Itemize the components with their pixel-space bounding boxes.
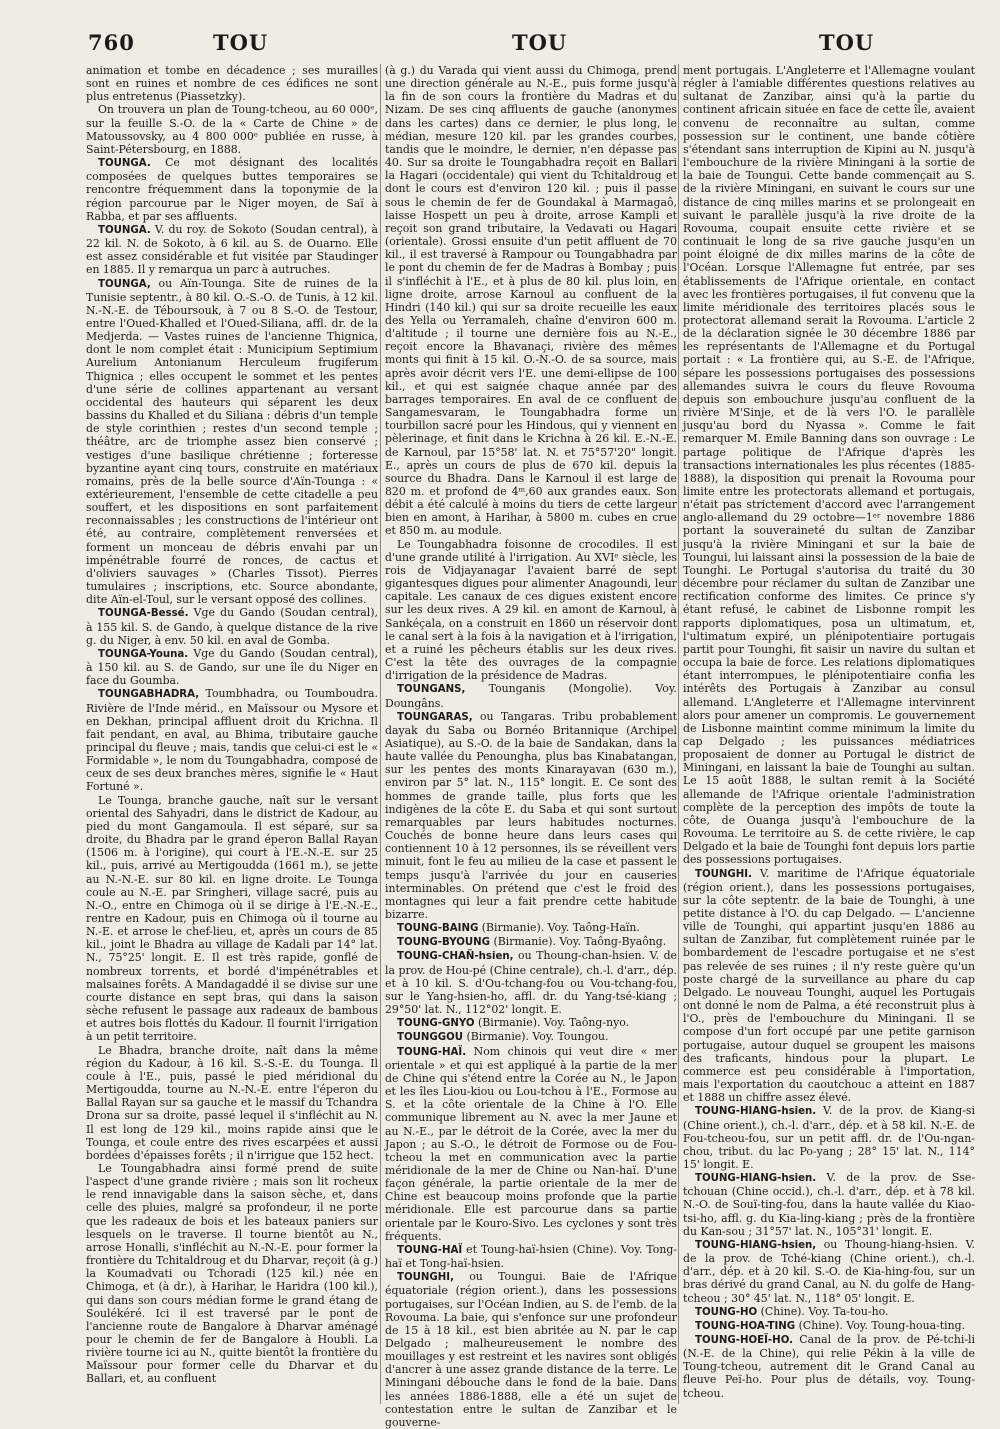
entry-headword: TOUNG-BYOUNG <box>397 937 491 949</box>
entry-text: (Birmanie). Voy. Taông-Byaông. <box>490 935 667 949</box>
dictionary-entry <box>683 1104 975 1171</box>
entry-text: animation et tombe en décadence ; ses murailles sont en ruines et nombre de ces édifices ne sont plus entretenus (Piassetzky). <box>86 64 378 104</box>
entry-text: On trouvera un plan de Toung-tcheou, au 60 000ᵉ, sur la feuille S.-O. de la « Carte de Chine » de Matoussovsky, au 4 800 000ᵉ publiée en russe, à Saint-Pétersbourg, en 1888. <box>86 103 378 156</box>
entry-text: Canal de la prov. de Pé-tchi-li (N.-E. de la Chine), qui relie Pékin à la ville de Toung-tcheou, autrement dit le Grand Canal au fleuve Peï-ho. Pour plus de détails, voy. Toung-tcheou. <box>683 1333 975 1400</box>
entry-headword: TOUNGA. <box>98 158 151 170</box>
entry-headword: TOUNGHI, <box>397 1272 454 1284</box>
dictionary-entry <box>385 1045 677 1243</box>
dictionary-entry <box>385 949 677 1016</box>
entry-headword: TOUNGABHADRA, <box>98 689 200 701</box>
entry-headword: TOUNGARAS, <box>397 711 473 723</box>
entry-text: Ce mot désignant des localités composées de quelques buttes temporaires se rencontre fréquemment dans la toponymie de la région parcourue par le Niger moyen, de Saï à Rabba, et par ses affluents. <box>86 156 378 223</box>
dictionary-entry <box>385 682 677 709</box>
entry-paragraph <box>86 794 378 1044</box>
dictionary-entry <box>683 1333 975 1400</box>
entry-text: ou Toungui. Baie de l'Afrique équatoriale (région orient.), dans les possessions portugaises, sur l'Océan Indien, au S. de l'emb. de la Rovouma. La baie, qui s'enfonce sur une profondeur de 15 à 18 kil., est bien abritée au N. par le cap Delgado ; malheureusement le nombre des mouillages y est restreint et les navires sont obligés d'ancrer à une assez grande distance de la terre. Le Miningani débouche dans le fond de la baie. Dans les années 1886-1888, elle a été un sujet de contestation entre le sultan de Zanzibar et le gouverne- <box>385 1270 677 1429</box>
entry-headword: TOUNG-GNYO <box>397 1018 475 1030</box>
dictionary-entry <box>86 606 378 646</box>
entry-text: Le Tounga, branche gauche, naît sur le versant oriental des Sahyadri, dans le district de Kadour, au pied du mont Gangamoula. Il est séparé, sur sa droite, du Bhadra par le grand éperon Ballal Rayan (1506 m. à l'origine), qui court à l'E.-N.-E. sur 25 kil., puis, arrivé au Mertigoudda (1661 m.), se jette au N.-N.-E. sur 80 kil. en ligne droite. Le Tounga coule au N.-E. par Sringheri, village sacré, puis au N.-O., entre en Chimoga où il se dirige à l'E.-N.-E., rentre en Kadour, puis en Chimoga où il tourne au N.-E. et arrose le chef-lieu, et, après un cours de 85 kil., joint le Bhadra au village de Kadali par 14° lat. N., 75°25' longit. E. Il est très rapide, gonflé de nombreux torrents, et bordé d'impénétrables et malsaines forêts. A Mandagaddé il se divise sur une courte distance en sept bras, qui dans la saison sèche refusent le passage aux radeaux de bambous et autres bois flottés du Kadour. Il fournit l'irrigation à un petit territoire. <box>86 793 378 1044</box>
entry-text: ou Tangaras. Tribu probablement dayak du Saba ou Bornéo Britannique (Archipel Asiatique), au S.-O. de la baie de Sandakan, dans la haute vallée du Penoungha, plus bas Kinabatangan, sur les pentes des monts Kinarayavan (630 m.), environ par 5° lat. N., 115° longit. E. Ce sont des hommes de grande taille, plus forts que les indigènes de la côte E. du Saba et qui sont surtout remarquables par leurs habitudes nocturnes. Couchés de bonne heure dans leurs cases qui contiennent 10 à 12 personnes, ils se réveillent vers minuit, font le feu au milieu de la case et passent le temps jusqu'à l'arrivée du jour en causeries interminables. On prétend que c'est le froid des montagnes qui leur a fait prendre cette habitude bizarre. <box>385 709 677 921</box>
entry-text: (Chine). Voy. Toung-houa-ting. <box>795 1318 966 1332</box>
entry-text: ou Thoung-hiang-hsien. V. de la prov. de Tché-kiang (Chine orient.), ch.-l. d'arr., dép. et à 20 kil. S.-O. de Kia-hing-fou, sur un bras dérivé du grand Canal, au N. du golfe de Hang-tcheou ; 30° 45' lat. N., 118° 05' longit. E. <box>683 1237 975 1305</box>
entry-text: Toumbhadra, ou Toumboudra. Rivière de l'Inde mérid., en Maïssour ou Mysore et en Dekhan, principal affluent droit du Krichna. Il fait pendant, en aval, au Bhima, tributaire gauche principal du fleuve ; mais, tandis que celui-ci est le « Formidable », le nom du Toungabhadra, composé de ceux de ses deux branches mères, signifie le « Haut Fortuné ». <box>86 687 378 794</box>
column-divider <box>380 64 381 1404</box>
entry-headword: TOUNG-BAING <box>397 923 479 935</box>
column-divider <box>678 64 679 1404</box>
entry-headword: TOUNG-HIANG-hsien. <box>695 1106 817 1118</box>
entry-text: et Toung-haï-hsien (Chine). Voy. Tong-haï et Tong-haï-hsien. <box>385 1242 677 1271</box>
entry-text: V. maritime de l'Afrique équatoriale (région orient.), dans les possessions portugaises, sur la côte septentr. de la baie de Tounghi, à une petite distance à l'O. du cap Delgado. — L'ancienne ville de Tounghi, qui appartint jusqu'en 1886 au sultan de Zanzibar, fut complètement ruinée par le bombardement de l'escadre portugaise et ne s'est pas relevée de ses ruines ; il n'y reste guère qu'un poste chargé de la surveillance au phare du cap Delgado. Le nouveau Tounghi, auquel les Portugais ont donné le nom de Palma, a été reconstruit plus à l'O., près de l'embouchure du Miningani. Il se compose d'un fort occupé par une petite garnison portugaise, autour duquel se groupent les maisons des traficants, hindous pour la plupart. Le commerce est peu considérable à l'importation, mais l'exportation du caoutchouc a atteint en 1887 et 1888 un chiffre assez élevé. <box>683 866 975 1105</box>
entry-text: V. du roy. de Sokoto (Soudan central), à 22 kil. N. de Sokoto, à 6 kil. au S. de Ouarno. Elle est assez considérable et fut visitée par Staudinger en 1885. Il y remarqua un parc à autruches. <box>86 222 378 277</box>
dictionary-entry <box>385 1016 677 1030</box>
entry-headword: TOUNG-HOA-TING <box>695 1320 796 1332</box>
dictionary-entry <box>385 710 677 922</box>
entry-headword: TOUNG-HOEÏ-HO. <box>695 1335 793 1346</box>
entry-text: Le Bhadra, branche droite, naît dans la même région du Kadour, à 16 kil. S.-S.-E. du Tounga. Il coule à l'E., puis, passé le pied méridional du Mertigoudda, tourne au N.-N.-E. entre l'éperon du Ballal Rayan sur sa gauche et le massif du Tchandra Drona sur sa droite, passé lequel il s'infléchit au N. Il est long de 129 kil., moins rapide ainsi que le Tounga, et coule entre des rives escarpées et aussi bordées d'épaisses forêts ; il n'irrigue que 152 hect. <box>86 1043 378 1162</box>
dictionary-entry <box>683 1238 975 1305</box>
entry-text: (à g.) du Varada qui vient aussi du Chimoga, prend une direction générale au N.-E., puis forme jusqu'à la fin de son cours la frontière du Madras et du Nizam. De ses cinq affluents de gauche (anonymes dans les cartes) dans ce dernier, le plus long, le médian, mesure 120 kil. par les grandes courbes, tandis que le moindre, le dernier, n'en dépasse pas 40. Sur sa droite le Toungabhadra reçoit en Ballari la Hagari (occidentale) qui vient du Tchitaldroug et dont le cours est d'environ 120 kil. ; puis il passe sous le chemin de fer de Goundakal à Marmagaô, laisse Hospett un peu à droite, arrose Kampli et reçoit son grand tributaire, la Vedavati ou Hagari (orientale). Grossi ensuite d'un petit affluent de 70 kil., il est traversé à Rampour ou Toungabhadra par le pont du chemin de fer de Madras à Bombay ; puis il s'infléchit à l'E., et à plus de 80 kil. plus loin, en ligne droite, arrose Karnoul au confluent de la Hindri (140 kil.) qui sur sa droite recueille les eaux des Yella ou Yerramaleh, chaîne d'environ 600 m. d'altitude ; il tourne une dernière fois au N.-E., reçoit encore la Bhavanaçi, rivière des mêmes monts qui finit à 15 kil. O.-N.-O. de sa source, mais après avoir décrit vers l'E. une demi-ellipse de 100 kil., et qui est saignée chaque année par des barrages temporaires. En aval de ce confluent de Sangamesvaram, le Toungabhadra forme un tourbillon sacré pour les Hindous, qui y viennent en pèlerinage, et finit dans le Krichna à 26 kil. E.-N.-E. de Karnoul, par 15°58' lat. N. et 75°57'20" longit. E., après un cours de plus de 670 kil. depuis la source du Bhadra. Dans le Karnoul il est large de 820 m. et profond de 4ᵐ,60 aux grandes eaux. Son débit a été calculé à moins du tiers de cette largeur bien en amont, à Harihar, à 5800 m. cubes en crue et 850 m. au module. <box>385 64 677 538</box>
entry-headword: TOUNG-HO <box>695 1306 758 1318</box>
dictionary-entry <box>385 935 677 949</box>
entry-text: ou Aïn-Tounga. Site de ruines de la Tunisie septentr., à 80 kil. O.-S.-O. de Tunis, à 12 kil. N.-N.-E. de Téboursouk, à 7 ou 8 S.-O. de Testour, entre l'Oued-Khalled et l'Oued-Siliana, affl. dr. de la Medjerda. — Vastes ruines de l'ancienne Thignica, dont le nom complet était : Municipium Septimium Aurelium Antonianum Herculeum frugiferum Thignica ; elles occupent le sommet et les pentes d'une série de collines appartenant au versant occidental des hauteurs qui séparent les deux bassins du Khalled et du Siliana : débris d'un temple de style corinthien ; restes d'un second temple ; théâtre, arc de triomphe assez bien conservé ; vestiges d'une basilique chrétienne ; forteresse byzantine ayant cinq tours, construite en matériaux romains, près de la belle source d'Aïn-Tounga : « extérieurement, l'ensemble de cette citadelle a peu souffert, et les dispositions en sont parfaitement reconnaissables ; les constructions de l'intérieur ont été, au contraire, complètement renversées et forment un monceau de débris envahi par un impénétrable fourré de ronces, de cactus et d'oliviers sauvages » (Charles Tissot). Pierres tumulaires ; inscriptions, etc. Source abondante, dite Aïn-el-Toul, sur le versant opposé des collines. <box>86 276 378 607</box>
entry-headword: TOUNG-HAÏ <box>397 1244 463 1256</box>
entry-text: (Birmanie). Voy. Toungou. <box>463 1030 609 1044</box>
entry-headword: TOUNGGOU <box>397 1032 464 1044</box>
entry-paragraph <box>385 538 677 683</box>
entry-text: (Birmanie). Voy. Taông-Haïn. <box>478 921 640 935</box>
entry-text: Nom chinois qui veut dire « mer orientale » et qui est appliqué à la partie de la mer de Chine qui s'étend entre la Corée au N., le Japon et les îles Liou-kiou ou Lou-tchou à l'E., Formose au S. et la côte orientale de la Chine à l'O. Elle communique librement au N. avec la mer Jaune et au N.-E., par le détroit de la Corée, avec la mer du Japon ; au S.-O., le détroit de Formose ou de Fou-tcheou la met en communication avec la partie méridionale de la mer de Chine ou Nan-haï. D'une façon générale, la partie orientale de la mer de Chine est beaucoup moins profonde que la partie méridionale. Elle est parcourue dans sa partie orientale par le Kouro-Sivo. Les cyclones y sont très fréquents. <box>385 1044 677 1243</box>
entry-text: (Chine). Voy. Ta-tou-ho. <box>757 1304 889 1318</box>
running-head-right: TOU <box>819 30 875 55</box>
entry-paragraph <box>86 1044 378 1162</box>
text-column-2 <box>385 64 677 1429</box>
entry-paragraph <box>385 64 677 538</box>
entry-headword: TOUNGA-Youna. <box>98 648 189 660</box>
running-head-left: TOU <box>213 30 269 55</box>
dictionary-entry <box>86 156 378 223</box>
entry-headword: TOUNGA-Bessé. <box>98 608 189 620</box>
dictionary-entry <box>683 867 975 1105</box>
entry-headword: TOUNGANS, <box>397 684 466 696</box>
entry-headword: TOUNG-HIANG-hsien, <box>695 1239 817 1251</box>
text-column-1 <box>86 64 378 1404</box>
dictionary-entry <box>385 1030 677 1044</box>
entry-text: Vge du Gando (Soudan central), à 150 kil. au S. de Gando, sur une île du Niger en face du Goumba. <box>86 646 378 688</box>
entry-text: Le Toungabhadra ainsi formé prend de suite l'aspect d'une grande rivière ; mais son lit rocheux le rend innavigable dans la saison sèche, et, dans celle des pluies, malgré sa profondeur, il ne porte que les radeaux de bois et les bateaux paniers sur lesquels on le traverse. Il tourne bientôt au N., arrose Honalli, s'infléchit au N.-N.-E. pour former la frontière du Tchitaldroug et du Dharvar, reçoit (à g.) la Koumadvati ou Tchoradi (125 kil.) née en Chimoga, et (à dr.), à Harihar, le Haridra (100 kil.), qui dans son cours médian forme le grand étang de Soulékéré. Ici il est traversé par le pont de l'ancienne route de Bangalore à Dharvar aménagé pour le chemin de fer de Bangalore à Houbli. La rivière tourne ici au N., quitte bientôt la frontière du Maïssour pour former celle du Dharvar et du Ballari, et, au confluent <box>86 1161 378 1386</box>
dictionary-entry <box>86 687 378 793</box>
dictionary-entry <box>683 1171 975 1238</box>
entry-paragraph <box>683 64 975 867</box>
entry-headword: TOUNG-CHAÑ-hsien, <box>397 951 514 963</box>
dictionary-entry <box>385 921 677 935</box>
entry-headword: TOUNGA, <box>98 278 151 290</box>
text-column-3 <box>683 64 975 1404</box>
entry-text: ment portugais. L'Angleterre et l'Allemagne voulant régler à l'amiable différentes questions relatives au sultanat de Zanzibar, ainsi qu'à la partie du continent africain située en face de cette île, avaient convenu de reconnaître au sultan, comme possession sur le continent, une bande côtière s'étendant sans interruption de Kipini au N. jusqu'à l'embouchure de la rivière Miningani à la sortie de la baie de Toungui. Cette bande commençait au S. de la rivière Miningani, en suivant le cours sur une distance de cinq milles marins et se prolongeait en suivant le parallèle jusqu'à la rive droite de la Rovouma, coupait ensuite cette rivière et se continuait le long de sa rive gauche jusqu'en un point éloigné de dix milles marins de la côte de l'Océan. Lorsque l'Allemagne fut entrée, par ses établissements de l'Afrique orientale, en contact avec les frontières portugaises, il fut convenu que la limite méridionale des territoires placés sous le protectorat allemand serait la Rovouma. L'article 2 de la déclaration signée le 30 décembre 1886 par les représentants de l'Allemagne et du Portugal portait : « La frontière qui, au S.-E. de l'Afrique, sépare les possessions portugaises des possessions allemandes suivra le cours du fleuve Rovouma depuis son embouchure jusqu'au confluent de la rivière M'Sinje, et de là vers l'O. le parallèle jusqu'au bord du Nyassa ». Comme le fait remarquer M. Emile Banning dans son ouvrage : Le partage politique de l'Afrique d'après les transactions internationales les plus récentes (1885-1888), la disposition qui prenait la Rovouma pour limite entre les protectorats allemand et portugais, n'était pas strictement d'accord avec l'arrangement anglo-allemand du 29 octobre—1ᵉʳ novembre 1886 portant la souveraineté du sultan de Zanzibar jusqu'à la rivière Miningani et sur la baie de Toungui, lui laissant ainsi la possession de la baie de Tounghi. Le Portugal s'autorisa du traité du 30 décembre pour réclamer du sultan de Zanzibar une rectification conforme des limites. Ce prince s'y étant refusé, le cabinet de Lisbonne rompit les rapports diplomatiques, posa un ultimatum, et, l'ultimatum expiré, un plénipotentiaire portugais partit pour Tounghi, fit saisir un navire du sultan et occupa la baie de force. Les relations diplomatiques étant interrompues, le plénipotentiaire confia les intérêts des Portugais à Zanzibar au consul allemand. L'Angleterre et l'Allemagne intervinrent alors pour amener un compromis. Le gouvernement de Lisbonne maintint comme minimum la limite du cap Delgado ; les puissances médiatrices proposaient de donner au Portugal le district de Miningani, en laissant la baie de Tounghi au sultan. Le 15 août 1888, le sultan remit à la Société allemande de l'Afrique orientale l'administration complète de la perception des impôts de toute la côte, de Ouanga jusqu'à l'embouchure de la Rovouma. Le territoire au S. de cette rivière, le cap Delgado et la baie de Tounghi font depuis lors partie des possessions portugaises. <box>683 64 975 867</box>
entry-text: V. de la prov. de Kiang-si (Chine orient.), ch.-l. d'arr., dép. et à 58 kil. N.-E. de Fou-tcheou-fou, sur un petit affl. dr. de l'Ou-ngan-chou, tribut. du lac Po-yang ; 28° 15' lat. N., 114° 15' longit. E. <box>683 1104 975 1171</box>
page-number: 760 <box>88 30 135 55</box>
entry-text: Le Toungabhadra foisonne de crocodiles. Il est d'une grande utilité à l'irrigation. Au XVIᵉ siècle, les rois de Vidjayanagar l'avaient barré de sept gigantesques digues pour alimenter Anagoundi, leur capitale. Les canaux de ces digues existent encore sur les deux rives. A 29 kil. en amont de Karnoul, à Sankéçala, on a construit en 1860 un réservoir dont le canal sert à la fois à la navigation et à l'irrigation, et a ruiné les pêcheurs établis sur les deux rives. C'est la tête des ouvrages de la compagnie d'irrigation de la présidence de Madras. <box>385 537 677 683</box>
entry-paragraph <box>86 103 378 156</box>
entry-text: Tounganis (Mongolie). Voy. Doungâns. <box>385 682 677 710</box>
entry-text: Vge du Gando (Soudan central), à 155 kil. S. de Gando, à quelque distance de la rive g. du Niger, à env. 50 kil. en aval de Gomba. <box>86 606 378 647</box>
dictionary-entry <box>683 1319 975 1333</box>
entry-headword: TOUNGHI. <box>695 868 752 880</box>
entry-headword: TOUNGA. <box>98 224 151 236</box>
entry-text: ou Thoung-chan-hsien. V. de la prov. de Hou-pé (Chine centrale), ch.-l. d'arr., dép. et à 10 kil. S. d'Ou-tchang-fou ou Vou-tchang-fou, sur le Yang-hsien-ho, affl. dr. du Yang-tsé-kiang ; 29°50' lat. N., 112°02' longit. E. <box>385 949 677 1017</box>
entry-headword: TOUNG-HIANG-hsien. <box>695 1173 817 1185</box>
dictionary-entry <box>86 223 378 277</box>
entry-text: (Birmanie). Voy. Taông-nyo. <box>474 1016 630 1030</box>
entry-paragraph <box>86 64 378 103</box>
dictionary-entry <box>385 1243 677 1270</box>
entry-headword: TOUNG-HAÏ. <box>397 1046 467 1058</box>
entry-text: V. de la prov. de Sse-tchouan (Chine occid.), ch.-l. d'arr., dép. et à 78 kil. N.-O. de Souï-ting-fou, dans la haute vallée du Kiao-tsi-ho, affl. g. du Kia-ling-kiang ; près de la frontière du Kan-sou ; 31°57' lat. N., 105°31' longit. E. <box>683 1171 975 1238</box>
dictionary-entry <box>385 1270 677 1429</box>
running-head-center: TOU <box>512 30 568 55</box>
entry-paragraph <box>86 1162 378 1386</box>
dictionary-entry <box>86 647 378 687</box>
dictionary-entry <box>86 277 378 607</box>
dictionary-entry <box>683 1305 975 1319</box>
